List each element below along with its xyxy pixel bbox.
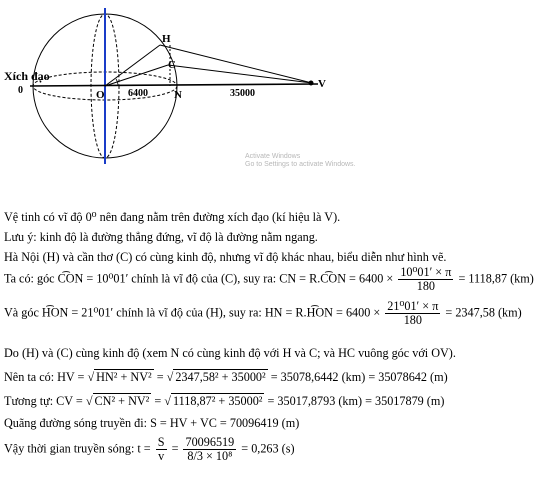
label-dist-ON: 6400 bbox=[128, 88, 148, 99]
text-line-3: Hà Nội (H) và cần thơ (C) có cùng kinh độ, nhưng vĩ độ khác nhau, biểu diễn như hình vẽ. bbox=[4, 250, 447, 264]
line-CV bbox=[168, 65, 312, 83]
text-line-10: Vậy thời gian truyền sóng: t = $\frac{S}{v}$ = $\frac{70096519}{\text{8/3 × 10⁸}}$ = 0,263 (s) bbox=[4, 435, 295, 463]
text-line-9: Quãng đường sóng truyền đi: S = HV + VC = 70096419 (m) bbox=[4, 416, 300, 430]
label-zero: 0 bbox=[18, 85, 23, 96]
text-line-7: Nên ta có: HV = √ HN² + NV² = √ 2347,58² + 35000² = 35078,6442 (km) = 35078642 (m) bbox=[4, 370, 448, 384]
text-line-1: Vệ tinh có vĩ độ 0⁰ nên đang nằm trên đường xích đạo (kí hiệu là V). bbox=[4, 210, 341, 224]
equator-line bbox=[30, 84, 318, 86]
label-H: H bbox=[162, 33, 171, 45]
line-OC bbox=[105, 65, 168, 86]
text-line-5: Và góc H͡ON = 21⁰01′ chính là vĩ độ của (H), suy ra: HN = R.H͡ON = 6400 × $\frac{\text{21⁰01′ × π}}{180}$ = 2347,58 (km) bbox=[4, 299, 522, 327]
label-O: O bbox=[96, 89, 105, 101]
label-C: C bbox=[168, 59, 176, 71]
label-N: N bbox=[174, 89, 182, 101]
label-V: V bbox=[318, 78, 326, 90]
line-OH bbox=[105, 45, 160, 86]
fraction-CON: $\frac{\text{10⁰01′ × π}}{180}$ bbox=[400, 265, 452, 293]
text-line-6: Do (H) và (C) cùng kinh độ (xem N có cùng kinh độ với H và C; và HC vuông góc với OV). bbox=[4, 346, 456, 360]
text-line-8: Tương tự: CV = √ CN² + NV² = √ 1118,87² + 35000² = 35017,8793 (km) = 35017879 (m) bbox=[4, 394, 445, 408]
fraction-time: $\frac{70096519}{\text{8/3 × 10⁸}}$ bbox=[185, 435, 235, 463]
label-equator: Xích đạo bbox=[4, 69, 50, 83]
text-line-2: Lưu ý: kinh độ là đường thẳng đứng, vĩ độ là đường nằm ngang. bbox=[4, 230, 318, 244]
label-dist-NV: 35000 bbox=[230, 88, 255, 99]
line-HV bbox=[160, 45, 312, 83]
activate-windows-watermark: Activate Windows Go to Settings to activate Windows. bbox=[245, 153, 356, 168]
satellite-point bbox=[309, 81, 314, 86]
fraction-S-over-v: $\frac{S}{v}$ bbox=[157, 435, 165, 463]
text-line-4: Ta có: góc C͡ON = 10⁰01′ chính là vĩ độ của (C), suy ra: CN = R.C͡ON = 6400 × $\frac{\text{10⁰01′ × π}}{180}$ = 1118,87 (km) bbox=[4, 265, 534, 293]
fraction-HON: $\frac{\text{21⁰01′ × π}}{180}$ bbox=[387, 299, 439, 327]
earth-satellite-diagram bbox=[0, 0, 496, 200]
